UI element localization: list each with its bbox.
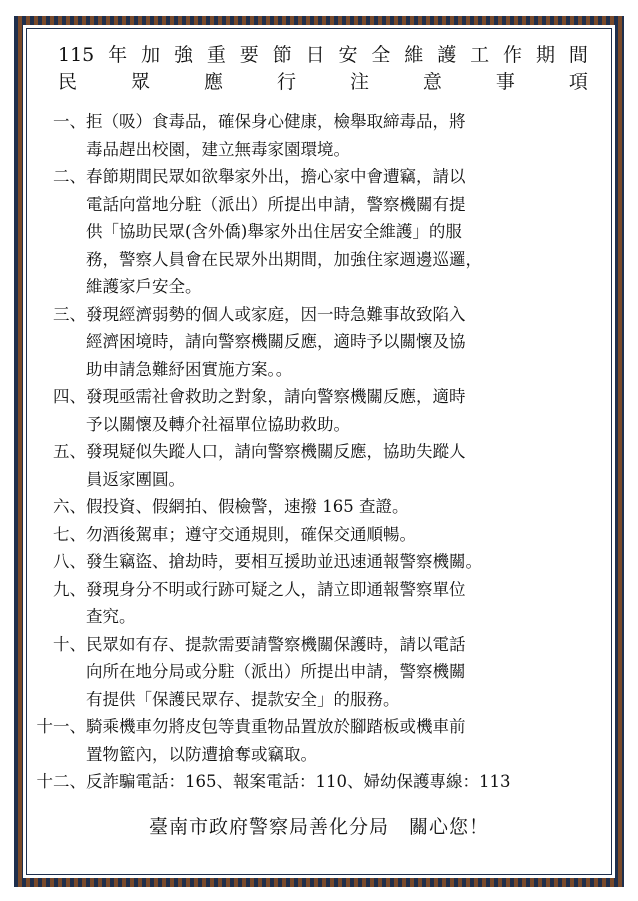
title-char: 全 (371, 44, 391, 66)
item-text (86, 438, 608, 493)
title-char: 項 (568, 71, 588, 93)
title-char: 意 (422, 71, 442, 93)
title-char: 作 (503, 44, 523, 66)
notice-item (30, 493, 608, 521)
item-line: 助申請急難紓困實施方案。。 (86, 359, 293, 379)
item-line: 經濟困境時，請向警察機關反應，適時予以關懷及協 (86, 332, 466, 351)
item-number: 一、 (53, 112, 86, 131)
item-number: 十一、 (36, 717, 86, 736)
title-char: 維 (404, 44, 424, 66)
title-char: 安 (338, 44, 358, 66)
item-number: 二、 (53, 167, 86, 186)
item-line: 民眾如有存、提款需要請警察機關保護時，請以電話 (86, 634, 466, 654)
title-line-2 (30, 69, 608, 96)
item-line: 發生竊盜、搶劫時，要相互援助並迅速通報警察機關。 (86, 552, 482, 571)
item-line: 電話向當地分駐（派出）所提出申請，警察機關有提 (86, 194, 466, 214)
item-line: 查究。 (86, 607, 136, 626)
title-char: 行 (276, 71, 296, 93)
title-char: 工 (470, 44, 490, 66)
item-number: 九、 (53, 579, 86, 599)
item-line: 毒品趕出校園，建立無毒家園環境。 (86, 139, 350, 159)
item-line: 假投資、假網拍、假檢警，速撥 165 查證。 (86, 497, 409, 516)
item-number: 十、 (53, 634, 86, 654)
notice-item (30, 108, 608, 163)
footer-signature: 臺南市政府警察局善化分局 關心您！ (148, 816, 489, 838)
item-text (86, 576, 608, 631)
item-text (86, 631, 608, 714)
item-line: 拒（吸）食毒品，確保身心健康，檢舉取締毒品，將 (86, 112, 466, 131)
item-text (86, 383, 608, 438)
item-number: 十二、 (36, 772, 86, 791)
notice-item (30, 576, 608, 631)
title-char: 事 (495, 71, 515, 93)
item-line: 發現身分不明或行跡可疑之人，請立即通報警察單位 (86, 579, 466, 599)
title-char: 民 (58, 71, 78, 93)
title-char: 期 (535, 44, 555, 66)
notice-item (30, 301, 608, 384)
title-char: 115 (58, 44, 95, 66)
item-text (86, 301, 608, 384)
item-line: 向所在地分局或分駐（派出）所提出申請，警察機關 (86, 662, 466, 681)
item-line: 發現經濟弱勢的個人或家庭，因一時急難事故致陷入 (86, 304, 466, 324)
notice-items (30, 108, 608, 796)
item-line: 有提供「保護民眾存、提款安全」的服務。 (86, 689, 400, 709)
notice-title (30, 42, 608, 96)
title-char: 注 (349, 71, 369, 93)
title-char: 加 (141, 44, 161, 66)
item-number: 七、 (53, 524, 86, 544)
notice-content (30, 42, 608, 796)
item-line: 予以關懷及轉介社福單位協助救助。 (86, 414, 350, 434)
title-char: 重 (206, 44, 226, 66)
item-line: 置物籃內，以防遭搶奪或竊取。 (86, 744, 317, 764)
item-number: 五、 (53, 442, 86, 461)
title-char: 護 (437, 44, 457, 66)
notice-item (30, 438, 608, 493)
item-line: 發現疑似失蹤人口，請向警察機關反應，協助失蹤人 (86, 442, 466, 461)
title-char: 年 (108, 44, 128, 66)
notice-item (6, 768, 608, 796)
notice-item (30, 631, 608, 714)
title-char: 日 (305, 44, 325, 66)
item-text (86, 713, 608, 768)
item-line: 反詐騙電話：165、報案電話：110、婦幼保護專線：113 (86, 772, 511, 791)
item-line: 春節期間民眾如欲舉家外出，擔心家中會遭竊，請以 (86, 167, 466, 186)
item-number: 四、 (53, 387, 86, 406)
notice-item (30, 383, 608, 438)
notice-item (30, 521, 608, 549)
item-number: 三、 (53, 304, 86, 324)
item-text (86, 108, 608, 163)
item-line: 務，警察人員會在民眾外出期間，加強住家週邊巡邏， (86, 249, 482, 269)
item-line: 騎乘機車勿將皮包等貴重物品置放於腳踏板或機車前 (86, 717, 466, 736)
notice-item (30, 163, 608, 301)
item-line: 勿酒後駕車；遵守交通規則，確保交通順暢。 (86, 524, 416, 544)
item-line: 維護家戶安全。 (86, 277, 202, 296)
title-char: 間 (568, 44, 588, 66)
item-text (86, 768, 608, 796)
item-text (86, 548, 608, 576)
item-number: 八、 (53, 552, 86, 571)
item-line: 員返家團圓。 (86, 469, 185, 489)
item-text (86, 163, 608, 301)
title-char: 要 (239, 44, 259, 66)
notice-item (30, 548, 608, 576)
item-number: 六、 (53, 497, 86, 516)
title-line-1 (30, 42, 608, 69)
item-text (86, 521, 608, 549)
notice-item (6, 713, 608, 768)
title-char: 強 (173, 44, 193, 66)
item-text (86, 493, 608, 521)
title-char: 應 (203, 71, 223, 93)
item-line: 發現亟需社會救助之對象，請向警察機關反應，適時 (86, 387, 466, 406)
title-char: 節 (272, 44, 292, 66)
item-line: 供「協助民眾(含外僑)舉家外出住居安全維護」的服 (86, 222, 462, 241)
title-char: 眾 (130, 71, 150, 93)
